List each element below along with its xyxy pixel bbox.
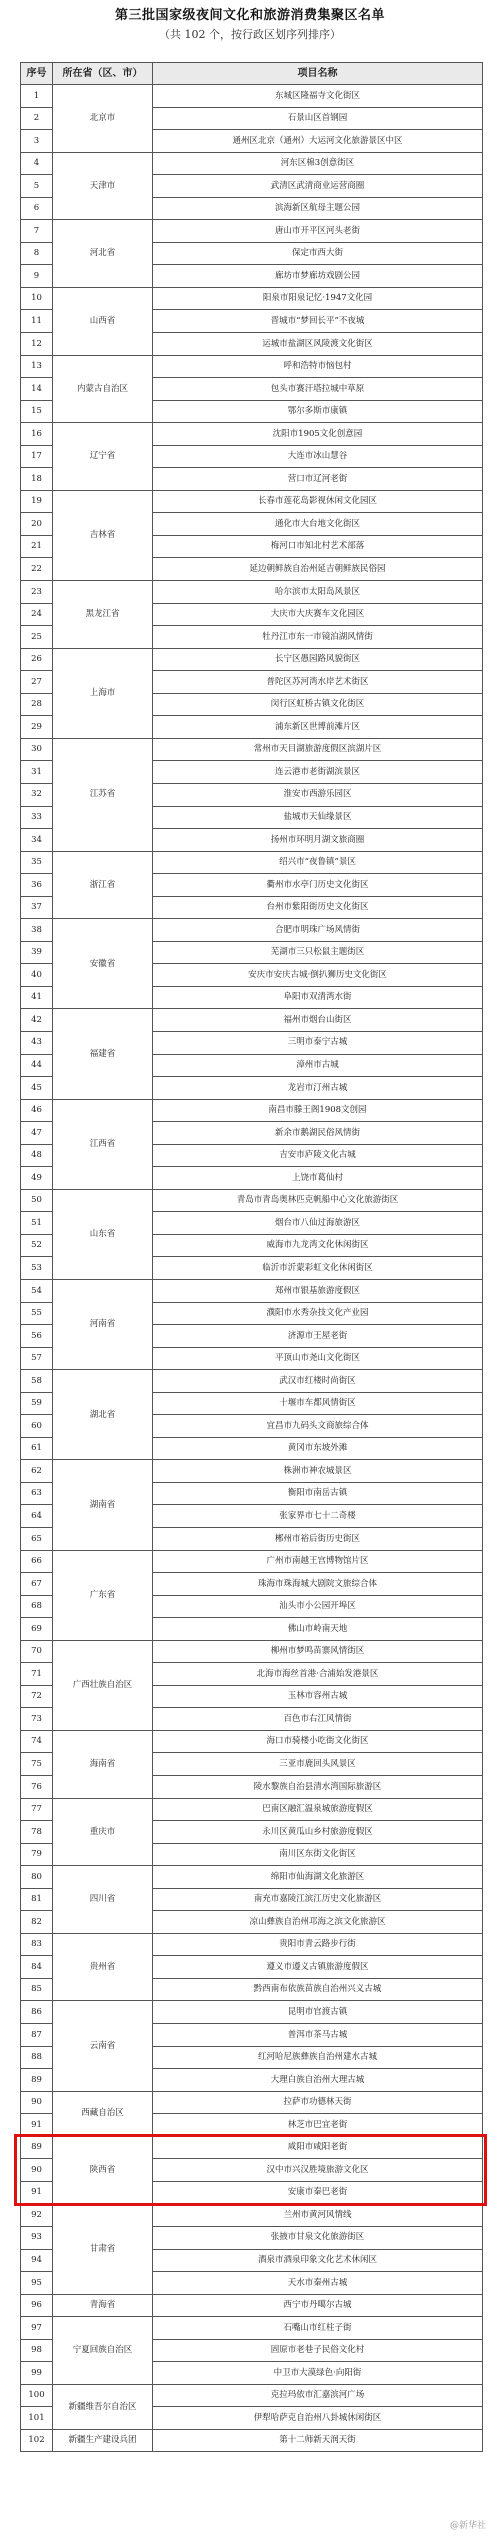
row-index: 36 xyxy=(21,874,53,897)
row-project-name: 贵阳市青云路步行街 xyxy=(153,1933,483,1956)
row-index: 26 xyxy=(21,648,53,671)
row-project-name: 营口市辽河老街 xyxy=(153,468,483,491)
row-index: 57 xyxy=(21,1347,53,1370)
row-index: 64 xyxy=(21,1505,53,1528)
row-index: 2 xyxy=(21,107,53,130)
table-row xyxy=(21,2001,483,2024)
header-project-name: 项目名称 xyxy=(153,63,483,85)
watermark: @新华社 xyxy=(449,2521,486,2531)
row-project-name: 包头市赛汗塔拉城中草原 xyxy=(153,378,483,401)
row-project-name: 台州市紫阳街历史文化街区 xyxy=(153,896,483,919)
row-project-name: 昆明市官渡古镇 xyxy=(153,2001,483,2024)
table-row xyxy=(21,2136,483,2159)
header-province: 所在省（区、市） xyxy=(53,63,153,85)
table-row xyxy=(21,490,483,513)
table-row xyxy=(21,355,483,378)
row-project-name: 阳泉市阳泉记忆·1947文化园 xyxy=(153,287,483,310)
row-project-name: 汉中市兴汉胜境旅游文化区 xyxy=(153,2159,483,2182)
row-project-name: 凉山彝族自治州邛海之滨文化旅游区 xyxy=(153,1911,483,1934)
row-index: 48 xyxy=(21,1144,53,1167)
row-index: 85 xyxy=(21,1978,53,2001)
row-province: 湖北省 xyxy=(53,1370,153,1460)
row-project-name: 郑州市银基旅游度假区 xyxy=(153,1279,483,1302)
row-project-name: 保定市西大街 xyxy=(153,242,483,265)
row-index: 76 xyxy=(21,1776,53,1799)
row-index: 88 xyxy=(21,2046,53,2069)
row-index: 65 xyxy=(21,1528,53,1551)
table-row xyxy=(21,648,483,671)
row-project-name: 青岛市青岛奥林匹克帆船中心文化旅游街区 xyxy=(153,1189,483,1212)
row-index: 74 xyxy=(21,1730,53,1753)
table-row xyxy=(21,1550,483,1573)
row-index: 91 xyxy=(21,2114,53,2137)
row-index: 79 xyxy=(21,1843,53,1866)
table-row xyxy=(21,581,483,604)
table-row xyxy=(21,1730,483,1753)
row-project-name: 珠海市珠海城大剧院文旅综合体 xyxy=(153,1573,483,1596)
row-project-name: 十堰市车都风情街区 xyxy=(153,1392,483,1415)
row-project-name: 伊犁哈萨克自治州八卦城休闲街区 xyxy=(153,2407,483,2430)
row-province: 广西壮族自治区 xyxy=(53,1640,153,1730)
table-row xyxy=(21,851,483,874)
row-project-name: 临沂市沂蒙彩虹文化休闲街区 xyxy=(153,1257,483,1280)
row-project-name: 石嘴山市红柱子街 xyxy=(153,2317,483,2340)
row-index: 99 xyxy=(21,2362,53,2385)
table-header-row xyxy=(21,63,483,85)
row-project-name: 龙岩市汀州古城 xyxy=(153,1077,483,1100)
row-index: 18 xyxy=(21,468,53,491)
row-index: 89 xyxy=(21,2069,53,2092)
row-project-name: 浦东新区世博前滩片区 xyxy=(153,716,483,739)
table-row xyxy=(21,287,483,310)
row-province: 广东省 xyxy=(53,1550,153,1640)
row-project-name: 盐城市天仙缘景区 xyxy=(153,806,483,829)
row-index: 37 xyxy=(21,896,53,919)
row-index: 100 xyxy=(21,2384,53,2407)
row-province: 山东省 xyxy=(53,1189,153,1279)
row-project-name: 黄冈市东坡外滩 xyxy=(153,1437,483,1460)
row-index: 90 xyxy=(21,2091,53,2114)
row-province: 贵州省 xyxy=(53,1933,153,2001)
row-project-name: 绍兴市“夜鲁镇”景区 xyxy=(153,851,483,874)
row-project-name: 林芝市巴宜老街 xyxy=(153,2114,483,2137)
row-index: 50 xyxy=(21,1189,53,1212)
row-project-name: 佛山市岭南天地 xyxy=(153,1618,483,1641)
table-row xyxy=(21,1099,483,1122)
row-province: 宁夏回族自治区 xyxy=(53,2317,153,2385)
row-index: 28 xyxy=(21,693,53,716)
row-project-name: 安庆市安庆古城·倒扒狮历史文化街区 xyxy=(153,964,483,987)
row-project-name: 株洲市神农城景区 xyxy=(153,1460,483,1483)
row-project-name: 唐山市开平区河头老街 xyxy=(153,220,483,243)
row-project-name: 汕头市小公园开埠区 xyxy=(153,1595,483,1618)
row-project-name: 长春市莲花岛影视休闲文化园区 xyxy=(153,490,483,513)
row-index: 70 xyxy=(21,1640,53,1663)
row-index: 46 xyxy=(21,1099,53,1122)
table-row xyxy=(21,2384,483,2407)
zone-list-table xyxy=(20,62,483,2452)
row-project-name: 福州市烟台山街区 xyxy=(153,1009,483,1032)
row-project-name: 通州区北京（通州）大运河文化旅游景区中区 xyxy=(153,130,483,153)
row-index: 25 xyxy=(21,626,53,649)
row-index: 92 xyxy=(21,2204,53,2227)
row-index: 59 xyxy=(21,1392,53,1415)
row-project-name: 滨海新区航母主题公园 xyxy=(153,197,483,220)
row-project-name: 红河哈尼族彝族自治州建水古城 xyxy=(153,2046,483,2069)
row-project-name: 陵水黎族自治县清水湾国际旅游区 xyxy=(153,1776,483,1799)
table-row xyxy=(21,1866,483,1889)
row-province: 北京市 xyxy=(53,85,153,153)
row-project-name: 延边朝鲜族自治州延吉朝鲜族民俗园 xyxy=(153,558,483,581)
row-index: 17 xyxy=(21,445,53,468)
row-index: 8 xyxy=(21,242,53,265)
row-project-name: 巴南区融汇温泉城旅游度假区 xyxy=(153,1798,483,1821)
row-project-name: 扬州市环明月湖文旅商圈 xyxy=(153,829,483,852)
row-project-name: 克拉玛依市汇嘉滨河广场 xyxy=(153,2384,483,2407)
row-project-name: 普洱市茶马古城 xyxy=(153,2024,483,2047)
row-index: 16 xyxy=(21,423,53,446)
row-province: 湖南省 xyxy=(53,1460,153,1550)
row-province: 云南省 xyxy=(53,2001,153,2091)
row-province: 四川省 xyxy=(53,1866,153,1934)
table-row xyxy=(21,1460,483,1483)
table-row xyxy=(21,738,483,761)
row-project-name: 遵义市遵义古镇旅游度假区 xyxy=(153,1956,483,1979)
table-row xyxy=(21,1189,483,1212)
row-project-name: 合肥市明珠广场风情街 xyxy=(153,919,483,942)
table-row xyxy=(21,2429,483,2452)
table-row xyxy=(21,1933,483,1956)
row-index: 22 xyxy=(21,558,53,581)
row-project-name: 广州市南越王宫博物馆片区 xyxy=(153,1550,483,1573)
table-row xyxy=(21,919,483,942)
row-province: 浙江省 xyxy=(53,851,153,919)
row-index: 60 xyxy=(21,1415,53,1438)
row-project-name: 上饶市葛仙村 xyxy=(153,1167,483,1190)
row-project-name: 宜昌市九码头文商旅综合体 xyxy=(153,1415,483,1438)
document-subtitle: （共 102 个，按行政区划序列排序） xyxy=(159,28,341,41)
row-project-name: 玉林市容州古城 xyxy=(153,1685,483,1708)
row-index: 98 xyxy=(21,2339,53,2362)
row-index: 58 xyxy=(21,1370,53,1393)
row-index: 67 xyxy=(21,1573,53,1596)
row-index: 55 xyxy=(21,1302,53,1325)
row-index: 31 xyxy=(21,761,53,784)
row-project-name: 海口市骑楼小吃街文化街区 xyxy=(153,1730,483,1753)
row-index: 56 xyxy=(21,1325,53,1348)
row-index: 38 xyxy=(21,919,53,942)
row-index: 15 xyxy=(21,400,53,423)
row-index: 13 xyxy=(21,355,53,378)
row-project-name: 连云港市老街湖滨景区 xyxy=(153,761,483,784)
table-row xyxy=(21,2091,483,2114)
row-project-name: 兰州市黄河风情线 xyxy=(153,2204,483,2227)
row-index: 29 xyxy=(21,716,53,739)
row-project-name: 运城市盐湖区风陵渡文化街区 xyxy=(153,333,483,356)
row-index: 3 xyxy=(21,130,53,153)
row-index: 89 xyxy=(21,2136,53,2159)
row-index: 10 xyxy=(21,287,53,310)
row-index: 82 xyxy=(21,1911,53,1934)
row-project-name: 吉安市庐陵文化古城 xyxy=(153,1144,483,1167)
row-project-name: 淮安市西游乐园区 xyxy=(153,783,483,806)
row-project-name: 南昌市滕王阁1908文创园 xyxy=(153,1099,483,1122)
row-index: 72 xyxy=(21,1685,53,1708)
row-index: 77 xyxy=(21,1798,53,1821)
row-index: 78 xyxy=(21,1821,53,1844)
row-index: 91 xyxy=(21,2181,53,2204)
row-project-name: 衢州市水亭门历史文化街区 xyxy=(153,874,483,897)
table-row xyxy=(21,1370,483,1393)
row-index: 7 xyxy=(21,220,53,243)
row-index: 14 xyxy=(21,378,53,401)
row-index: 86 xyxy=(21,2001,53,2024)
header-index: 序号 xyxy=(21,63,53,85)
row-project-name: 百色市右江风情街 xyxy=(153,1708,483,1731)
row-project-name: 永川区黄瓜山乡村旅游度假区 xyxy=(153,1821,483,1844)
row-project-name: 大理白族自治州大理古城 xyxy=(153,2069,483,2092)
row-province: 河北省 xyxy=(53,220,153,288)
row-project-name: 石景山区首钢园 xyxy=(153,107,483,130)
row-index: 101 xyxy=(21,2407,53,2430)
row-index: 73 xyxy=(21,1708,53,1731)
row-project-name: 安康市秦巴老街 xyxy=(153,2181,483,2204)
row-index: 68 xyxy=(21,1595,53,1618)
row-province: 甘肃省 xyxy=(53,2204,153,2294)
row-province: 江西省 xyxy=(53,1099,153,1189)
row-project-name: 咸阳市咸阳老街 xyxy=(153,2136,483,2159)
row-project-name: 梅河口市知北村艺术部落 xyxy=(153,535,483,558)
row-project-name: 酒泉市酒泉印象文化艺术休闲区 xyxy=(153,2249,483,2272)
row-index: 71 xyxy=(21,1663,53,1686)
row-province: 内蒙古自治区 xyxy=(53,355,153,423)
row-project-name: 第十二师新天润天街 xyxy=(153,2429,483,2452)
row-project-name: 衡阳市南岳古镇 xyxy=(153,1482,483,1505)
row-project-name: 拉萨市功德林天街 xyxy=(153,2091,483,2114)
row-index: 42 xyxy=(21,1009,53,1032)
row-province: 上海市 xyxy=(53,648,153,738)
row-project-name: 武清区武清商业运营商圈 xyxy=(153,175,483,198)
row-project-name: 济源市王屋老街 xyxy=(153,1325,483,1348)
row-index: 102 xyxy=(21,2429,53,2452)
row-project-name: 黔西南布依族苗族自治州兴义古城 xyxy=(153,1978,483,2001)
row-province: 重庆市 xyxy=(53,1798,153,1866)
row-project-name: 平顶山市尧山文化街区 xyxy=(153,1347,483,1370)
row-project-name: 中卫市大漠绿色·向阳街 xyxy=(153,2362,483,2385)
row-project-name: 三明市泰宁古城 xyxy=(153,1031,483,1054)
row-index: 33 xyxy=(21,806,53,829)
row-index: 40 xyxy=(21,964,53,987)
row-province: 陕西省 xyxy=(53,2136,153,2204)
row-index: 90 xyxy=(21,2159,53,2182)
table-row xyxy=(21,2294,483,2317)
row-index: 4 xyxy=(21,152,53,175)
row-index: 30 xyxy=(21,738,53,761)
row-index: 94 xyxy=(21,2249,53,2272)
row-index: 21 xyxy=(21,535,53,558)
row-index: 84 xyxy=(21,1956,53,1979)
row-index: 32 xyxy=(21,783,53,806)
row-project-name: 张家界市七十二奇楼 xyxy=(153,1505,483,1528)
row-project-name: 大连市冰山慧谷 xyxy=(153,445,483,468)
row-project-name: 绵阳市仙海湖文化旅游区 xyxy=(153,1866,483,1889)
row-index: 96 xyxy=(21,2294,53,2317)
row-project-name: 闵行区虹桥古镇文化街区 xyxy=(153,693,483,716)
row-index: 35 xyxy=(21,851,53,874)
row-province: 福建省 xyxy=(53,1009,153,1099)
row-province: 江苏省 xyxy=(53,738,153,851)
row-index: 27 xyxy=(21,671,53,694)
row-province: 天津市 xyxy=(53,152,153,220)
row-index: 53 xyxy=(21,1257,53,1280)
row-project-name: 固原市老巷子民俗文化村 xyxy=(153,2339,483,2362)
row-index: 54 xyxy=(21,1279,53,1302)
row-project-name: 新余市鹅湖民俗风情街 xyxy=(153,1122,483,1145)
row-index: 20 xyxy=(21,513,53,536)
row-index: 61 xyxy=(21,1437,53,1460)
row-project-name: 东城区隆福寺文化街区 xyxy=(153,85,483,108)
row-index: 39 xyxy=(21,941,53,964)
row-index: 51 xyxy=(21,1212,53,1235)
row-province: 黑龙江省 xyxy=(53,581,153,649)
row-index: 75 xyxy=(21,1753,53,1776)
table-row xyxy=(21,152,483,175)
row-index: 9 xyxy=(21,265,53,288)
row-index: 62 xyxy=(21,1460,53,1483)
row-project-name: 河东区棉3创意街区 xyxy=(153,152,483,175)
row-index: 80 xyxy=(21,1866,53,1889)
row-project-name: 天水市秦州古城 xyxy=(153,2272,483,2295)
row-project-name: 哈尔滨市太阳岛风景区 xyxy=(153,581,483,604)
row-project-name: 郴州市裕后街历史街区 xyxy=(153,1528,483,1551)
row-index: 45 xyxy=(21,1077,53,1100)
row-index: 69 xyxy=(21,1618,53,1641)
row-province: 新疆维吾尔自治区 xyxy=(53,2384,153,2429)
row-project-name: 呼和浩特市恼包村 xyxy=(153,355,483,378)
row-province: 辽宁省 xyxy=(53,423,153,491)
row-project-name: 大庆市大庆赛车文化园区 xyxy=(153,603,483,626)
row-project-name: 武汉市红楼时尚街区 xyxy=(153,1370,483,1393)
row-index: 1 xyxy=(21,85,53,108)
row-province: 新疆生产建设兵团 xyxy=(53,2429,153,2452)
row-index: 97 xyxy=(21,2317,53,2340)
row-project-name: 普陀区苏河湾水岸艺术街区 xyxy=(153,671,483,694)
row-project-name: 长宁区愚园路风貌街区 xyxy=(153,648,483,671)
row-index: 93 xyxy=(21,2226,53,2249)
row-project-name: 北海市海丝首港·合浦始发港景区 xyxy=(153,1663,483,1686)
table-row xyxy=(21,1009,483,1032)
row-project-name: 常州市天目湖旅游度假区滨湖片区 xyxy=(153,738,483,761)
table-row xyxy=(21,1279,483,1302)
row-index: 5 xyxy=(21,175,53,198)
row-project-name: 漳州市古城 xyxy=(153,1054,483,1077)
row-project-name: 张掖市甘泉文化旅游街区 xyxy=(153,2226,483,2249)
row-project-name: 鄂尔多斯市康镇 xyxy=(153,400,483,423)
row-index: 11 xyxy=(21,310,53,333)
table-row xyxy=(21,1640,483,1663)
row-index: 83 xyxy=(21,1933,53,1956)
row-province: 西藏自治区 xyxy=(53,2091,153,2136)
row-index: 12 xyxy=(21,333,53,356)
row-project-name: 牡丹江市东一市镜泊湖风情街 xyxy=(153,626,483,649)
row-province: 山西省 xyxy=(53,287,153,355)
row-index: 81 xyxy=(21,1888,53,1911)
row-province: 海南省 xyxy=(53,1730,153,1798)
row-project-name: 三亚市鹿回头风景区 xyxy=(153,1753,483,1776)
row-project-name: 通化市大台地文化街区 xyxy=(153,513,483,536)
row-project-name: 烟台市八仙过海旅游区 xyxy=(153,1212,483,1235)
row-project-name: 阜阳市双清湾水街 xyxy=(153,986,483,1009)
row-province: 吉林省 xyxy=(53,490,153,580)
row-index: 23 xyxy=(21,581,53,604)
row-index: 24 xyxy=(21,603,53,626)
row-province: 青海省 xyxy=(53,2294,153,2317)
row-index: 41 xyxy=(21,986,53,1009)
table-row xyxy=(21,1798,483,1821)
table-row xyxy=(21,85,483,108)
row-index: 87 xyxy=(21,2024,53,2047)
row-project-name: 沈阳市1905文化创意园 xyxy=(153,423,483,446)
row-project-name: 廊坊市梦廊坊戏剧公园 xyxy=(153,265,483,288)
row-project-name: 柳州市梦鸣苗寨风情街区 xyxy=(153,1640,483,1663)
document-title: 第三批国家级夜间文化和旅游消费集聚区名单 xyxy=(114,8,385,23)
row-project-name: 濮阳市水秀杂技文化产业园 xyxy=(153,1302,483,1325)
row-index: 43 xyxy=(21,1031,53,1054)
row-project-name: 南川区东街文化街区 xyxy=(153,1843,483,1866)
row-project-name: 芜湖市三只松鼠主题街区 xyxy=(153,941,483,964)
row-index: 63 xyxy=(21,1482,53,1505)
table-row xyxy=(21,2204,483,2227)
table-row xyxy=(21,2317,483,2340)
row-index: 19 xyxy=(21,490,53,513)
row-province: 河南省 xyxy=(53,1279,153,1369)
row-index: 34 xyxy=(21,829,53,852)
row-project-name: 晋城市“梦回长平”不夜城 xyxy=(153,310,483,333)
row-project-name: 南充市嘉陵江滨江历史文化旅游区 xyxy=(153,1888,483,1911)
row-index: 49 xyxy=(21,1167,53,1190)
row-index: 6 xyxy=(21,197,53,220)
row-index: 47 xyxy=(21,1122,53,1145)
row-province: 安徽省 xyxy=(53,919,153,1009)
row-project-name: 威海市九龙湾文化休闲街区 xyxy=(153,1234,483,1257)
row-index: 52 xyxy=(21,1234,53,1257)
row-index: 66 xyxy=(21,1550,53,1573)
row-index: 44 xyxy=(21,1054,53,1077)
row-index: 95 xyxy=(21,2272,53,2295)
table-row xyxy=(21,423,483,446)
row-project-name: 西宁市丹噶尔古城 xyxy=(153,2294,483,2317)
table-row xyxy=(21,220,483,243)
